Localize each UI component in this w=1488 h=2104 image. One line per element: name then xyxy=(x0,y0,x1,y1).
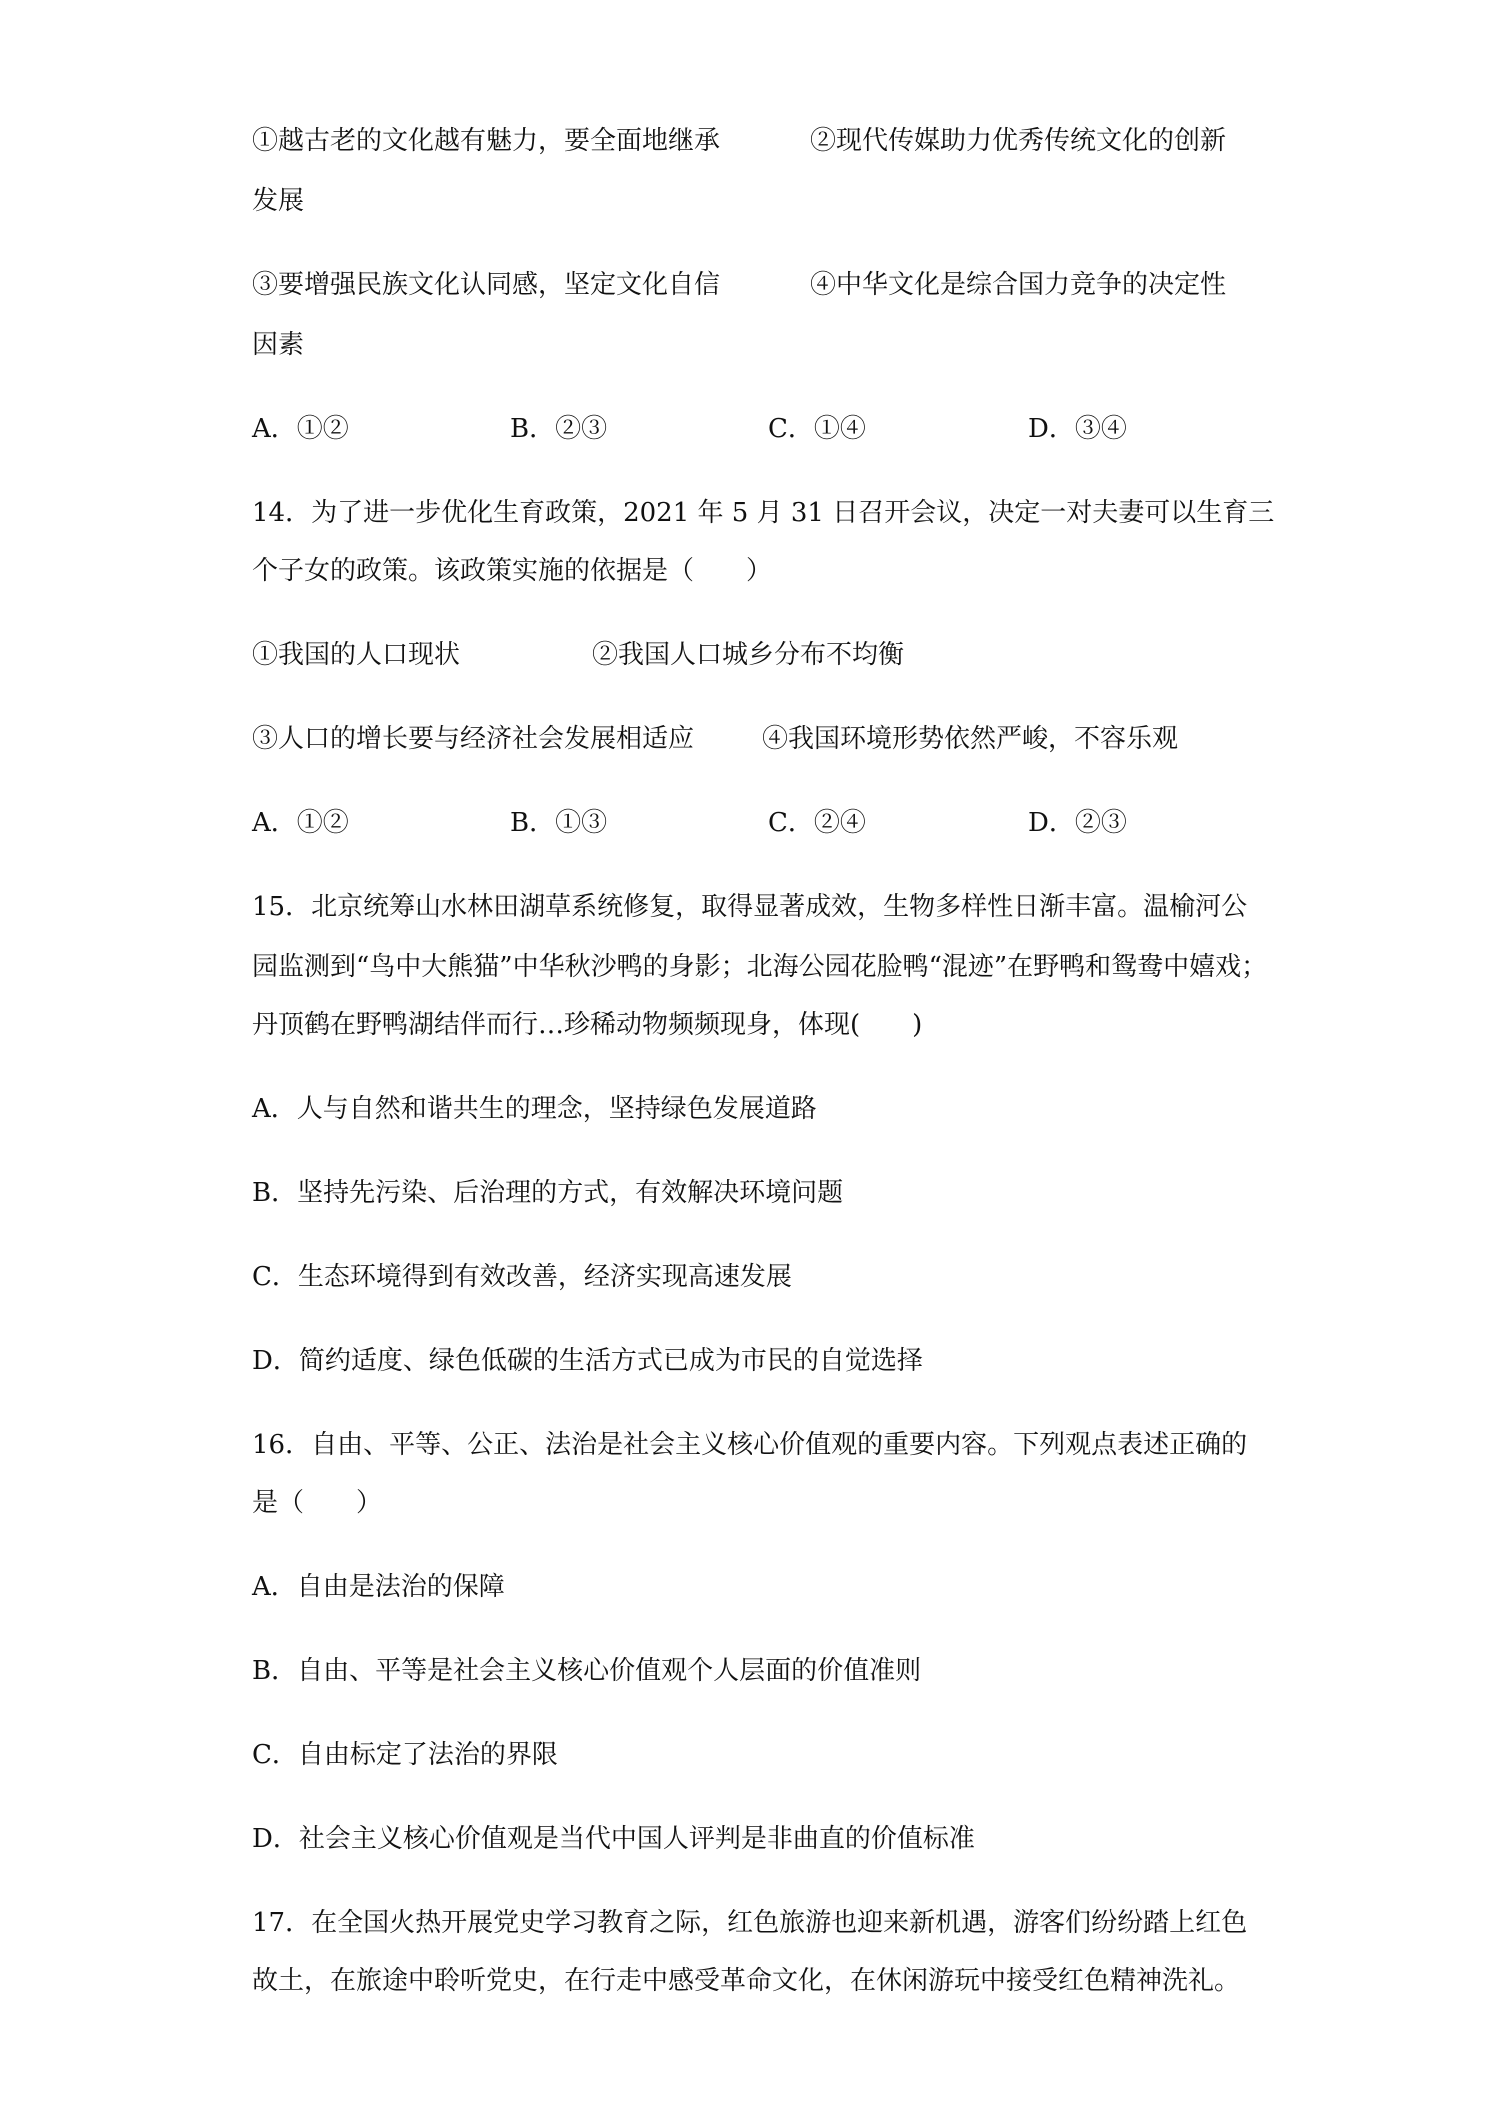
q15-option-d: D．简约适度、绿色低碳的生活方式已成为市民的自觉选择 xyxy=(252,1346,923,1376)
q14-statement-4: ④我国环境形势依然严峻，不容乐观 xyxy=(762,724,1179,754)
q15-stem-line-2: 园监测到“鸟中大熊猫”中华秋沙鸭的身影；北海公园花脸鸭“混迹”在野鸭和鸳鸯中嬉戏； xyxy=(252,952,1268,982)
q14-option-a: A．①② xyxy=(252,808,349,838)
q13-option-b: B．②③ xyxy=(510,414,608,444)
q16-stem-line-1: 16．自由、平等、公正、法治是社会主义核心价值观的重要内容。下列观点表述正确的 xyxy=(252,1430,1248,1460)
q13-statement-row-1 xyxy=(252,124,1227,158)
q16-option-d: D．社会主义核心价值观是当代中国人评判是非曲直的价值标准 xyxy=(252,1824,975,1854)
q16-option-b: B．自由、平等是社会主义核心价值观个人层面的价值准则 xyxy=(252,1656,922,1686)
q14-statement-row-2 xyxy=(252,722,1179,756)
q14-statement-2: ②我国人口城乡分布不均衡 xyxy=(592,640,905,670)
q13-statement-3: ③要增强民族文化认同感，坚定文化自信 xyxy=(252,270,721,300)
q14-stem-line-2: 个子女的政策。该政策实施的依据是（ ） xyxy=(252,556,773,586)
q13-statement-1: ①越古老的文化越有魅力，要全面地继承 xyxy=(252,126,721,156)
q15-stem-line-1: 15．北京统筹山水林田湖草系统修复，取得显著成效，生物多样性日渐丰富。温榆河公 xyxy=(252,892,1248,922)
q14-statement-row-1 xyxy=(252,638,905,672)
q17-stem-line-1: 17．在全国火热开展党史学习教育之际，红色旅游也迎来新机遇，游客们纷纷踏上红色 xyxy=(252,1908,1248,1938)
q15-option-a: A．人与自然和谐共生的理念，坚持绿色发展道路 xyxy=(252,1094,817,1124)
q14-option-b: B．①③ xyxy=(510,808,608,838)
q14-statement-1: ①我国的人口现状 xyxy=(252,640,461,670)
q15-option-b: B．坚持先污染、后治理的方式，有效解决环境问题 xyxy=(252,1178,844,1208)
q16-option-c: C．自由标定了法治的界限 xyxy=(252,1740,558,1770)
q14-stem-line-1: 14．为了进一步优化生育政策，2021 年 5 月 31 日召开会议，决定一对夫妻可以生育三 xyxy=(252,498,1275,528)
q15-stem-line-3: 丹顶鹤在野鸭湖结伴而行…珍稀动物频频现身，体现( ) xyxy=(252,1010,923,1040)
q14-statement-3: ③人口的增长要与经济社会发展相适应 xyxy=(252,724,695,754)
q14-option-c: C．②④ xyxy=(768,808,866,838)
q13-option-c: C．①④ xyxy=(768,414,866,444)
q16-option-a: A．自由是法治的保障 xyxy=(252,1572,505,1602)
q16-stem-line-2: 是（ ） xyxy=(252,1488,383,1518)
q17-stem-line-2: 故土，在旅途中聆听党史，在行走中感受革命文化，在休闲游玩中接受红色精神洗礼。 xyxy=(252,1966,1241,1996)
q13-option-d: D．③④ xyxy=(1028,414,1127,444)
q13-statement-4: ④中华文化是综合国力竞争的决定性 xyxy=(810,270,1227,300)
q15-option-c: C．生态环境得到有效改善，经济实现高速发展 xyxy=(252,1262,792,1292)
q13-statement-2: ②现代传媒助力优秀传统文化的创新 xyxy=(810,126,1227,156)
q13-statement-2-continued: 发展 xyxy=(252,186,305,216)
q13-option-a: A．①② xyxy=(252,414,349,444)
q14-option-d: D．②③ xyxy=(1028,808,1127,838)
q13-statement-row-2 xyxy=(252,268,1227,302)
q13-statement-4-continued: 因素 xyxy=(252,330,305,360)
